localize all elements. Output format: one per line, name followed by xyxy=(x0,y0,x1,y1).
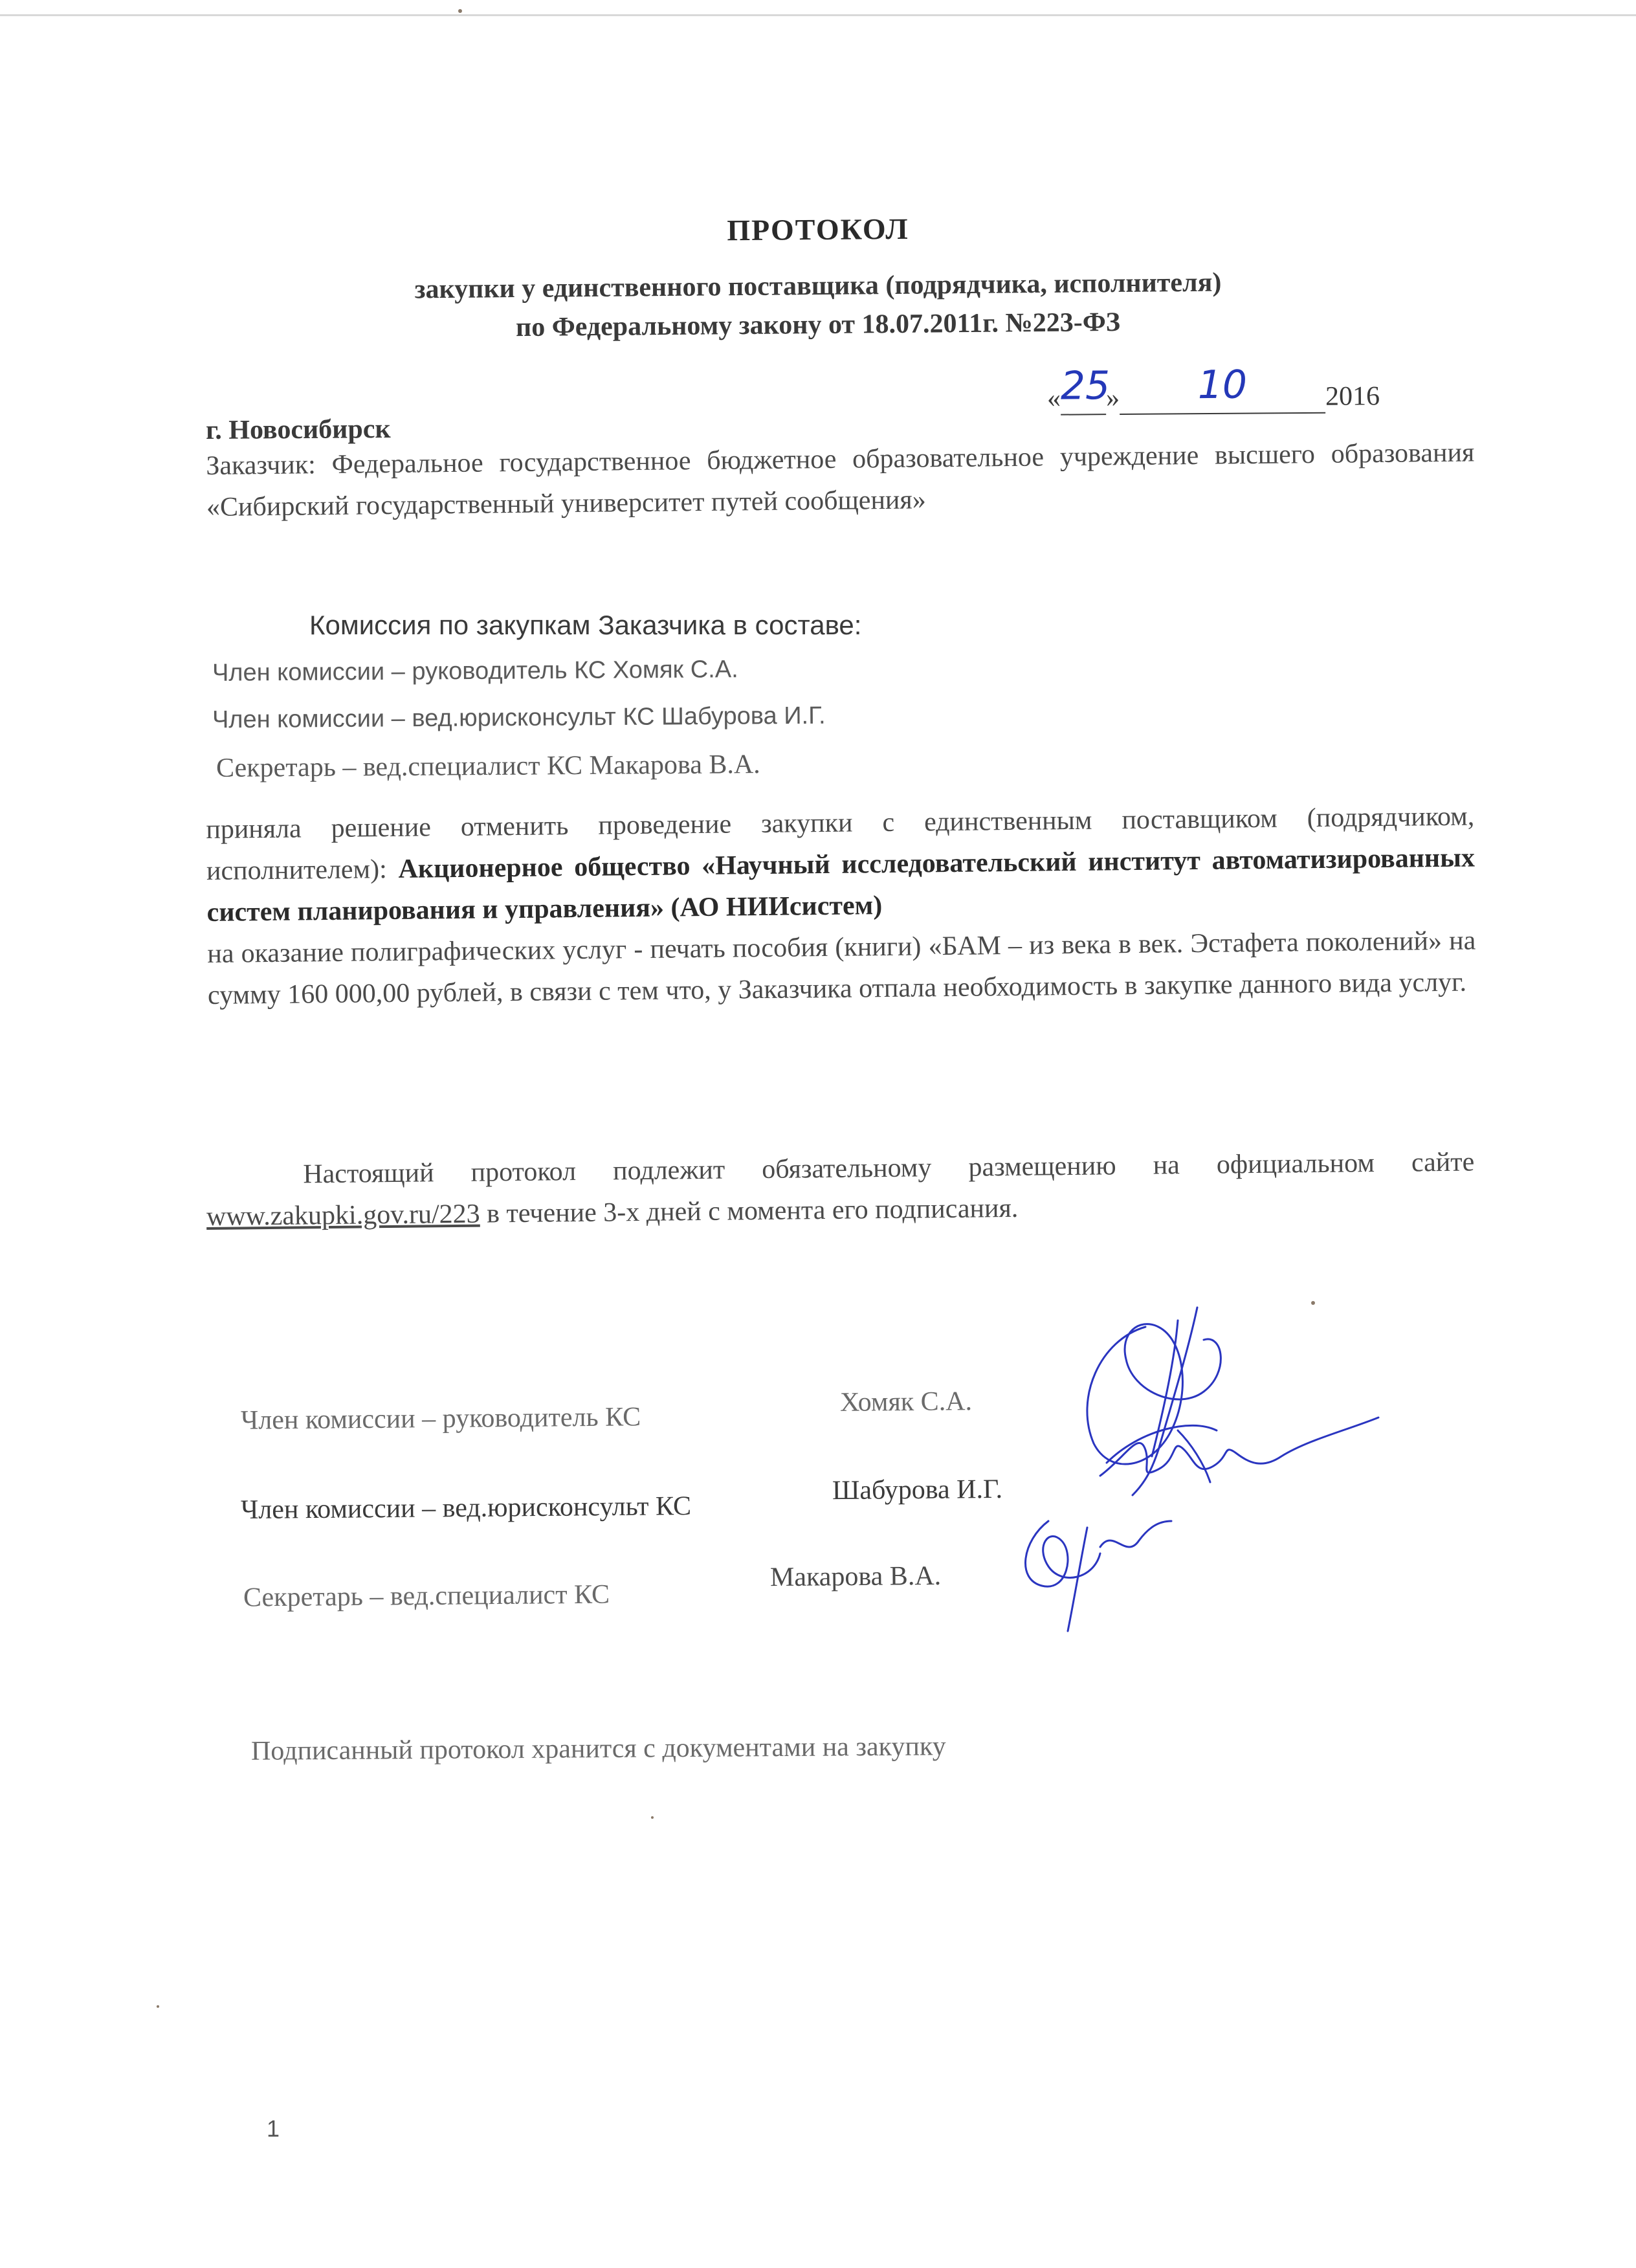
document-title: ПРОТОКОЛ xyxy=(727,212,909,247)
signature-row xyxy=(241,1401,641,1436)
page-number: 1 xyxy=(267,2115,280,2142)
document-city: г. Новосибирск xyxy=(205,414,391,445)
publication-text: Настоящий протокол подлежит обязательному размещению на официальном сайте xyxy=(303,1147,1475,1190)
signature-role: Секретарь – вед.специалист КС xyxy=(243,1579,610,1613)
archive-note: Подписанный протокол хранится с документами на закупку xyxy=(250,1731,946,1766)
signature-name: Макарова В.А. xyxy=(769,1561,942,1593)
handwritten-signature-shaburova xyxy=(1100,1405,1385,1495)
decision-rest: на оказание полиграфических услуг - печать пособия (книги) «БАМ – из века в век. Эстафета поколений» на сумму 160 000,00 рублей, в связи с тем что, у Заказчика отпала необходимость в закупке данного вида услуг. xyxy=(207,926,1476,1010)
handwritten-signature-makarova xyxy=(1010,1502,1178,1644)
commission-heading: Комиссия по закупкам Заказчика в составе: xyxy=(309,610,862,640)
document-subtitle-line2: по Федеральному закону от 18.07.2011г. №223-ФЗ xyxy=(515,307,1121,343)
signature-role: Член комиссии – руководитель КС xyxy=(240,1402,641,1436)
signature-row xyxy=(241,1491,691,1526)
scan-speck xyxy=(157,2005,159,2008)
decision-paragraph xyxy=(206,795,1476,1016)
publication-deadline: в течение 3-х дней с момента его подписания. xyxy=(486,1193,1019,1229)
customer-label: Заказчик: xyxy=(206,450,316,481)
zakupki-link[interactable]: www.zakupki.gov.ru/223 xyxy=(206,1199,480,1232)
signature-name: Шабурова И.Г. xyxy=(832,1474,1003,1506)
date-open-quote: « xyxy=(1046,383,1061,414)
scan-speck xyxy=(651,1816,654,1819)
supplier-name: Акционерное общество «Научный исследовательский институт автоматизированных систем планирования и управления» (АО НИИсистем) xyxy=(206,843,1476,928)
document-subtitle-line1: закупки у единственного поставщика (подрядчика, исполнителя) xyxy=(414,267,1222,305)
decision-intro: приняла решение отменить проведение закупки с единственным поставщиком (подрядчиком, исполнителем): xyxy=(206,801,1475,886)
signature-row-name xyxy=(832,1474,1002,1506)
date-close-quote: » xyxy=(1105,383,1120,414)
customer-text: Федеральное государственное бюджетное образовательное учреждение высшего образования «Сибирский государственный университет путей сообщения» xyxy=(206,438,1475,522)
date-year: 2016 xyxy=(1325,381,1380,412)
signature-role: Член комиссии – вед.юрисконсульт КС xyxy=(240,1491,692,1526)
publication-paragraph xyxy=(206,1141,1475,1238)
date-month-handwritten: 10 xyxy=(1197,362,1248,408)
signature-row-name xyxy=(770,1561,942,1593)
date-day-handwritten: 25 xyxy=(1060,363,1111,409)
commission-member: Член комиссии – вед.юрисконсульт КС Шабурова И.Г. xyxy=(212,702,826,734)
document-date xyxy=(1046,362,1380,416)
scan-speck xyxy=(458,9,462,13)
date-day-field xyxy=(1060,363,1111,415)
customer-paragraph xyxy=(206,432,1475,528)
signature-name: Хомяк С.А. xyxy=(839,1386,973,1418)
signature-row-name xyxy=(840,1386,972,1418)
date-month-field xyxy=(1120,362,1325,415)
commission-member: Член комиссии – руководитель КС Хомяк С.А. xyxy=(212,656,738,687)
scan-edge-line xyxy=(0,14,1636,16)
signature-row xyxy=(243,1579,610,1614)
commission-member: Секретарь – вед.специалист КС Макарова В.А. xyxy=(216,750,760,783)
